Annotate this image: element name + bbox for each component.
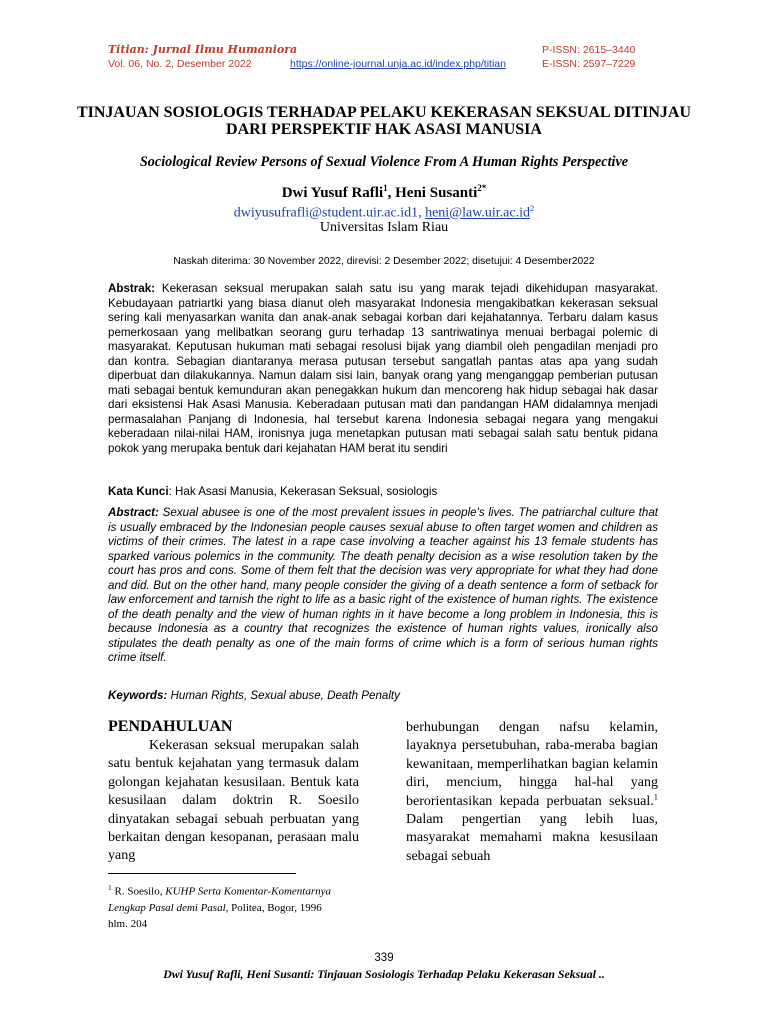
page-number: 339 [374,952,394,964]
keywords-block [108,689,658,704]
email-link-1[interactable]: dwiyusufrafli@student.uir.ac.id1 [233,205,419,221]
paper-title: TINJAUAN SOSIOLOGIS TERHADAP PELAKU KEKERASAN SEKSUAL DITINJAU DARI PERSPEKTIF HAK ASASI MANUSIA [76,104,692,138]
author-affil-mark: 2* [477,183,487,193]
abstract-text: Sexual abusee is one of the most prevalent issues in people's lives. The patriarchal culture that is usually embraced by the Indonesian people causes sexual abuse to often target women and children as victims of their crimes. The latest in a rape case involving a teacher against his 13 female students has sparked various polemics in the community. The death penalty decision as a wise resolution taken by the court has pros and cons. Some of them felt that the decision was very appropriate for what they had done and did. But on the other hand, many people consider the giving of a death sentence a form of setback for law enforcement and tarnish the right to life as a basic right of the existence of human rights. The existence of the death penalty and the view of human rights in it have become a long problem in Indonesia, this is because Indonesia as a country that recognizes the existence of human rights values, ironically also stipulates the death penalty as one of the main forms of crime which is a form of serious human rights crime itself. [108,506,658,664]
footnote-book-title: KUHP Serta Komentar-Komentarnya Lengkap Pasal demi Pasal [108,885,332,914]
body-column-right [406,719,658,866]
keywords-label: Keywords: [108,689,168,702]
body-text: berhubungan dengan nafsu kelamin, layaknya persetubuhan, raba-meraba bagian kewanitaan, memperlihatkan bagian kelamin diri, mencium, hingga hal-hal yang berorientasikan kepada perbuatan seksual. [406,720,658,809]
footnote-number: 1 [108,883,112,892]
abstrak-text: Kekerasan seksual merupakan salah satu isu yang marak tejadi dikehidupan masyarakat. Kebudayaan patriartki yang biasa dianut oleh masyarakat Indonesia mengakibatkan kekerasan seksual sering kali menyasarkan wanita dan anak-anak sebagai korban dari kejahatannya. Terbaru dalam kasus pemerkosaan yang melibatkan seorang guru terhadap 13 santriwatinya menuai berbagai polemic di masyarakat. Keputusan hukuman mati sebagai resolusi bijak yang diambil oleh pengadilan menjadi pro dan kontra. Sebagian diantaranya merasa putusan tersebut sangatlah pantas atas apa yang sudah diperbuat dan dilakukannya. Namun dalam sisi lain, banyak orang yang menganggap pemberian putusan mati sebagai bentuk kemunduran akan penegakkan hukum dan mencoreng hak hidup sebagai hak dasar dari eksistensi Hak Asasi Manusia. Keberadaan putusan mati dan pandangan HAM didalamnya menjadi permasalahan Panjang di Indonesia, hal tersebut karena Indonesia sebagai negara yang mengakui keberadaan nilai-nilai HAM, ironisnya juga menetapkan putusan mati sebagai salah satu bentuk pidana pokok yang merupaka bentuk dari kejahatan HAM berat itu sendiri [108,282,658,455]
paper-subtitle: Sociological Review Persons of Sexual Violence From A Human Rights Perspective [139,154,629,170]
author-line [60,183,708,202]
body-text: Dalam pengertian yang lebih luas, masyarakat memahami makna kesusilaan sebagai sebuah [406,812,658,864]
kata-kunci-block [108,485,658,500]
author-name: Dwi Yusuf Rafli [281,185,384,201]
author-emails [60,203,708,222]
footnote [108,880,338,932]
abstract-block [108,506,658,666]
footnote-author: R. Soesilo, [111,885,166,898]
affiliation: Universitas Islam Riau [319,220,449,235]
journal-name: Titian: Jurnal Ilmu Humaniora [108,43,298,56]
email-separator: , [418,205,426,221]
author-name: Heni Susanti [395,185,478,201]
running-footer: Dwi Yusuf Rafli, Heni Susanti: Tinjauan Sosiologis Terhadap Pelaku Kekerasan Seksual .. [163,967,605,981]
footnote-ref[interactable]: 1 [653,790,658,801]
pissn: P-ISSN: 2615–3440 [542,44,636,56]
abstract-label: Abstract: [108,506,159,519]
submission-dates: Naskah diterima: 30 November 2022, direvisi: 2 Desember 2022; disetujui: 4 Desember2022 [173,256,595,267]
footnote-publisher: , Politea, Bogor, 1996 hlm. 204 [108,901,322,930]
email-affil-mark: 2 [530,203,535,213]
section-heading: PENDAHULUAN [108,718,233,735]
keywords-text: Human Rights, Sexual abuse, Death Penalty [167,689,400,702]
eissn: E-ISSN: 2597–7229 [542,58,636,70]
email-link-2[interactable]: heni@law.uir.ac.id [425,205,530,221]
journal-url-link[interactable]: https://online-journal.unja.ac.id/index.php/titian [290,58,506,70]
journal-volume: Vol. 06, No. 2, Desember 2022 [108,58,252,70]
kata-kunci-text: : Hak Asasi Manusia, Kekerasan Seksual, sosiologis [168,485,438,498]
author-separator: , [387,185,396,201]
body-column-left: Kekerasan seksual merupakan salah satu bentuk kejahatan yang termasuk dalam golongan kejahatan kesusilaan. Bentuk kata kesusilaan dalam doktrin R. Soesilo dinyatakan sebagai sebuah perbuatan yang berkaitan dengan kesopanan, perasaan malu yang [108,738,359,864]
kata-kunci-label: Kata Kunci [108,485,169,498]
author-affil-mark: 1 [383,183,388,193]
abstrak-label: Abstrak: [108,282,156,295]
abstrak-block [108,282,658,456]
footnote-divider [108,873,296,874]
